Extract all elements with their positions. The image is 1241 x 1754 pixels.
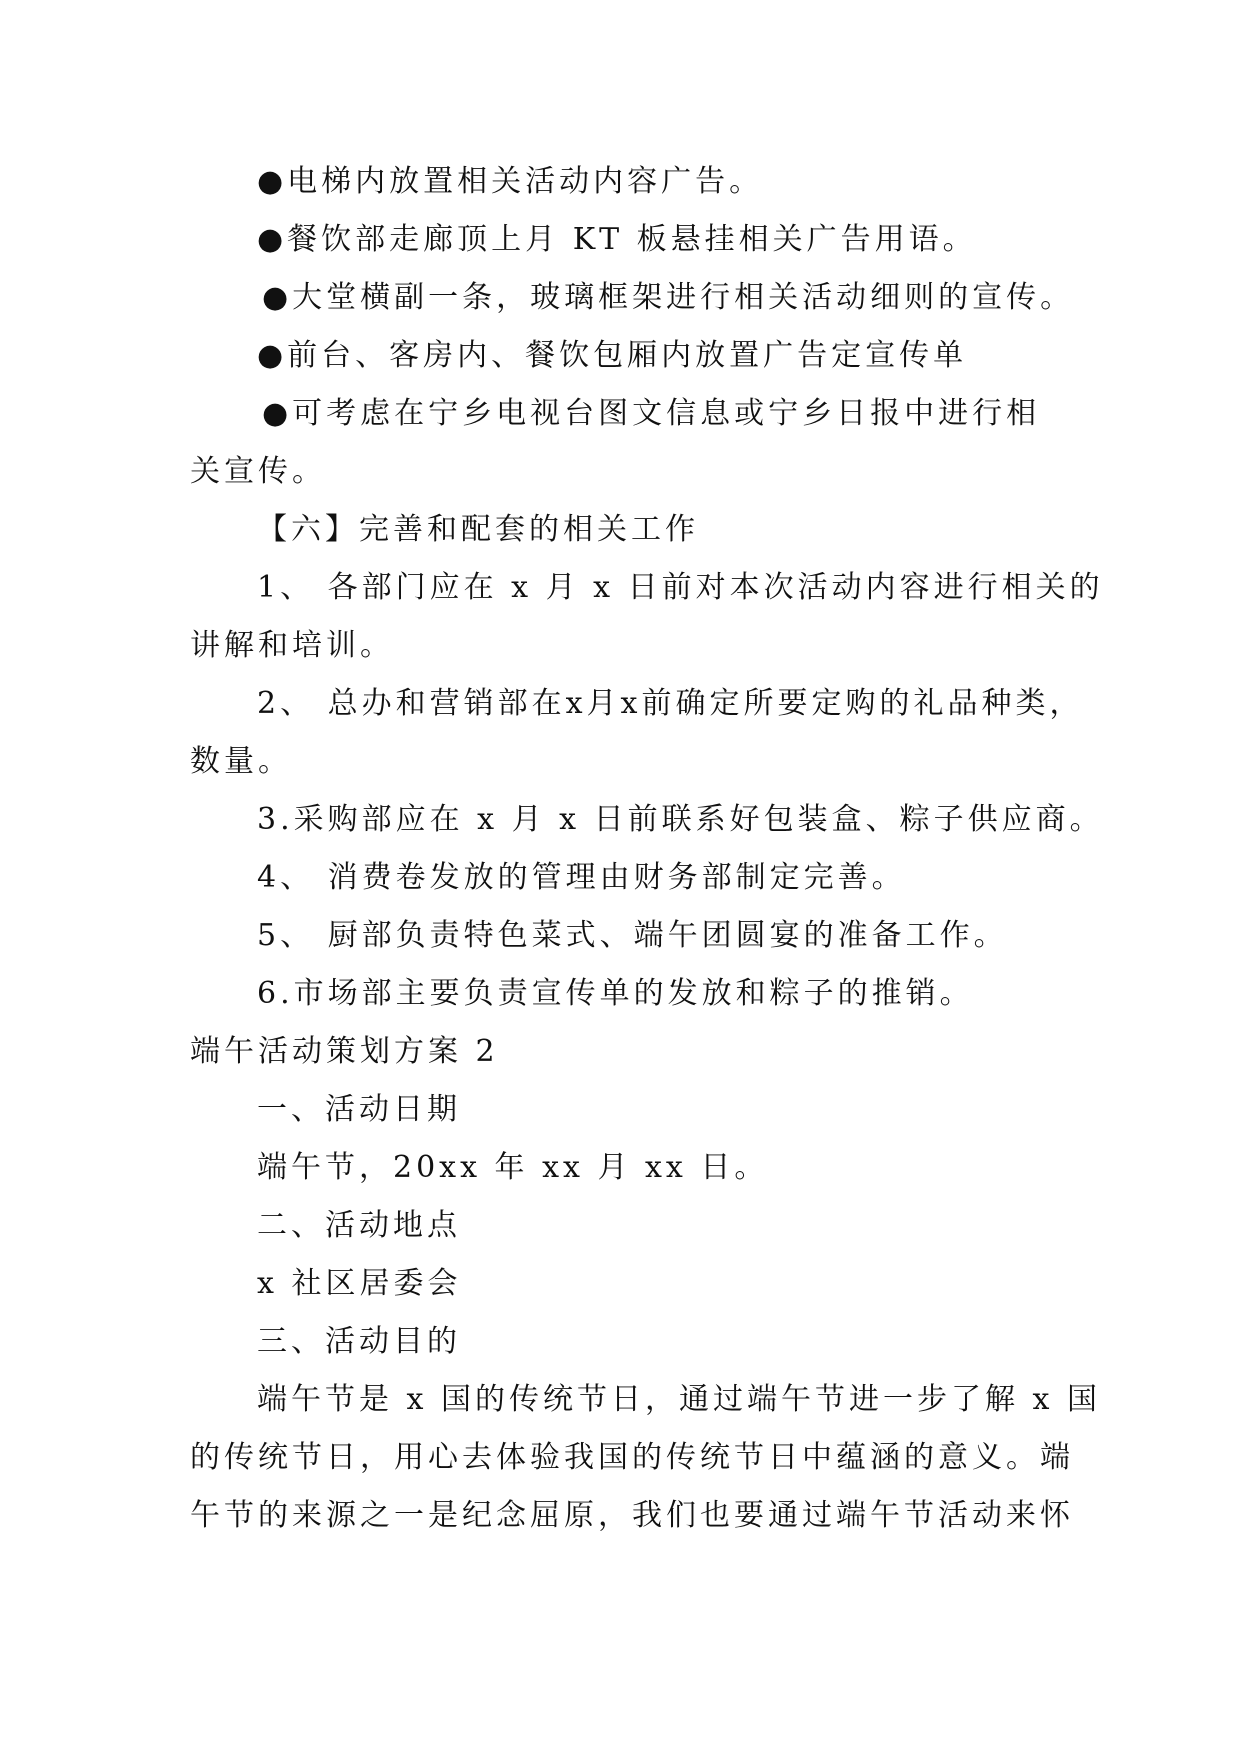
list-item: 2、 总办和营销部在x月x前确定所要定购的礼品种类， <box>257 686 1084 721</box>
section-heading: 二、活动地点 <box>257 1208 461 1243</box>
section-heading: 【六】完善和配套的相关工作 <box>257 512 699 547</box>
paragraph-line: 的传统节日，用心去体验我国的传统节日中蕴涵的意义。端 <box>190 1440 1074 1475</box>
list-item: 5、 厨部负责特色菜式、端午团圆宴的准备工作。 <box>257 918 1008 953</box>
paragraph-line: x 社区居委会 <box>257 1266 462 1301</box>
document-title: 端午活动策划方案 2 <box>190 1034 499 1069</box>
bullet-line: ●大堂横副一条，玻璃框架进行相关活动细则的宣传。 <box>262 280 1075 315</box>
paragraph-line: 关宣传。 <box>190 454 326 489</box>
paragraph-line: 端午节，20xx 年 xx 月 xx 日。 <box>257 1150 769 1185</box>
list-item: 6.市场部主要负责宣传单的发放和粽子的推销。 <box>257 976 974 1011</box>
section-heading: 三、活动目的 <box>257 1324 461 1359</box>
paragraph-line: 讲解和培训。 <box>190 628 394 663</box>
paragraph-line: 数量。 <box>190 744 292 779</box>
bullet-line: ●可考虑在宁乡电视台图文信息或宁乡日报中进行相 <box>262 396 1041 431</box>
paragraph-line: 端午节是 x 国的传统节日，通过端午节进一步了解 x 国 <box>257 1382 1101 1417</box>
paragraph-line: 午节的来源之一是纪念屈原，我们也要通过端午节活动来怀 <box>190 1498 1074 1533</box>
section-heading: 一、活动日期 <box>257 1092 461 1127</box>
list-item: 1、 各部门应在 x 月 x 日前对本次活动内容进行相关的 <box>257 570 1104 605</box>
list-item: 4、 消费卷发放的管理由财务部制定完善。 <box>257 860 906 895</box>
bullet-line: ●餐饮部走廊顶上月 KT 板悬挂相关广告用语。 <box>257 222 977 257</box>
list-item: 3.采购部应在 x 月 x 日前联系好包装盒、粽子供应商。 <box>257 802 1104 837</box>
bullet-line: ●前台、客房内、餐饮包厢内放置广告定宣传单 <box>257 338 968 373</box>
bullet-line: ●电梯内放置相关活动内容广告。 <box>257 164 764 199</box>
